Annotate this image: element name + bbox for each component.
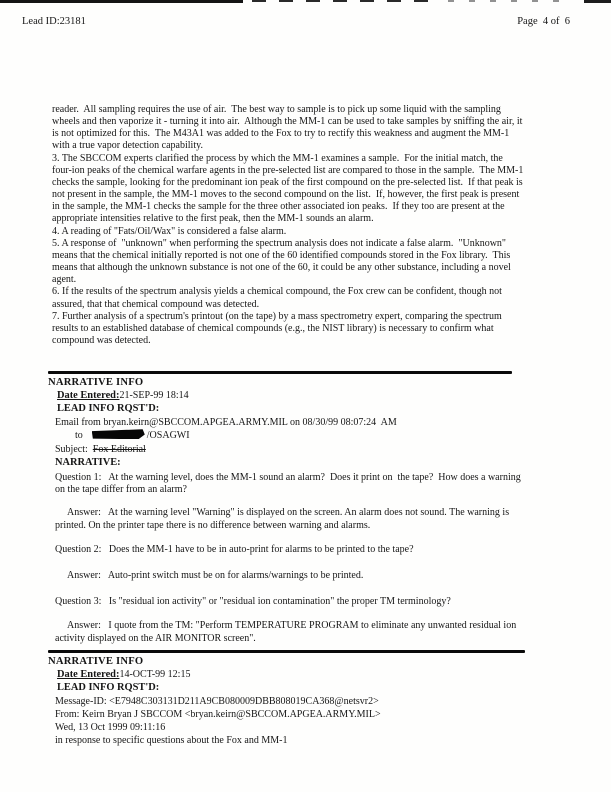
narrative-info-section-1 (48, 371, 548, 645)
scan-artifact (252, 0, 437, 2)
from-line: From: Keirn Bryan J SBCCOM <bryan.keirn@SBCCOM.APGEA.ARMY.MIL> (55, 708, 381, 720)
to-prefix: to (75, 430, 83, 442)
narrative-info-heading: NARRATIVE INFO (48, 655, 144, 667)
lead-info-line (57, 402, 548, 416)
section-divider (48, 650, 525, 653)
scan-artifact (584, 0, 611, 3)
redaction-bar (92, 429, 145, 439)
body-text-block (52, 104, 524, 347)
body-paragraph: 7. Further analysis of a spectrum's printout (on the tape) by a mass spectrometry expert, comparing the spectrum results to an established database of chemical compounds (e.g., the NIST library) is necessary to confirm what compound was detected. (52, 310, 505, 346)
lead-info-label: LEAD INFO RQST'D: (57, 403, 160, 415)
scan-artifact (0, 0, 243, 3)
email-from-line: Email from bryan.keirn@SBCCOM.APGEA.ARMY.MIL on 08/30/99 08:07:24 AM (55, 416, 397, 428)
subject-label: Subject: (55, 443, 93, 455)
email-to-line (75, 429, 548, 443)
date-line: Wed, 13 Oct 1999 09:11:16 (55, 721, 166, 733)
response-note-line: in response to specific questions about the Fox and MM-1 (55, 734, 288, 746)
body-paragraph: 3. The SBCCOM experts clarified the process by which the MM-1 examines a sample. For the initial match, the four-ion peaks of the chemical warfare agents in the pre-selected list are compared to those in the sample. The MM-1 checks the sample, looking for the predominant ion peak of the first compound on the pre-selected list. If that peak is not present in the sample, the MM-1 moves to the second compound on the list. If, however, the first peak is present in the sample, the MM-1 checks the sample for the three other associated ion peaks. If they too are present at the appropriate intensities relative to the first peak, then the MM-1 sounds an alarm. (52, 152, 526, 225)
answer-1-text: Answer: At the warning level "Warning" is displayed on the screen. An alarm does not sound. The warning is printed. On the printer tape there is no difference between warning and alarms. (55, 507, 512, 531)
page-header (22, 16, 570, 27)
date-entered-line (57, 668, 558, 682)
date-entered-value: 21-SEP-99 18:14 (119, 389, 189, 401)
body-paragraph: 6. If the results of the spectrum analysis yields a chemical compound, the Fox crew can be confident, though not assured, that that chemical compound was detected. (52, 286, 505, 310)
narrative-label: NARRATIVE: (55, 457, 121, 469)
section-divider (48, 371, 512, 374)
body-paragraph: reader. All sampling requires the use of air. The best way to sample is to pick up some liquid with the sampling wheels and then vaporize it - turning it into air. Although the MM-1 can be used to take samples by sniffing the air, it is not optimized for this. The M43A1 was added to the Fox to try to rectify this weakness and augment the MM-1 with a true vapor detection capability. (52, 104, 525, 152)
page-number-label: Page 4 of 6 (517, 16, 570, 27)
lead-id-label: Lead ID:23181 (22, 16, 86, 27)
subject-value: Fox Editorial (92, 443, 146, 455)
date-entered-label: Date Entered: (57, 389, 120, 401)
narrative-info-section-2 (48, 650, 558, 747)
date-entered-label: Date Entered: (57, 668, 120, 680)
body-paragraph: 4. A reading of "Fats/Oil/Wax" is considered a false alarm. (52, 225, 287, 237)
to-suffix: /OSAGWI (146, 430, 190, 442)
date-entered-value: 14-OCT-99 12:15 (119, 668, 191, 680)
message-id-line: Message-ID: <E7948C303131D211A9CB080009DBB808019CA368@netsvr2> (55, 695, 379, 707)
question-1-text: Question 1: At the warning level, does the MM-1 sound an alarm? Does it print on the tape? How does a warning on the tape differ from an alarm? (55, 472, 524, 496)
subject-line (55, 443, 548, 457)
lead-info-label: LEAD INFO RQST'D: (57, 682, 160, 694)
scan-artifact (448, 0, 568, 2)
narrative-info-heading: NARRATIVE INFO (48, 376, 144, 388)
question-2-text: Question 2: Does the MM-1 have to be in auto-print for alarms to be printed to the tape? (55, 543, 414, 555)
question-3-text: Question 3: Is "residual ion activity" or "residual ion contamination" the proper TM terminology? (55, 596, 451, 608)
answer-2-text: Answer: Auto-print switch must be on for alarms/warnings to be printed. (67, 570, 364, 582)
lead-info-line (57, 681, 558, 695)
answer-3-text: Answer: I quote from the TM: "Perform TEMPERATURE PROGRAM to eliminate any unwanted residual ion activity displayed on the AIR MONITOR screen". (55, 620, 519, 644)
body-paragraph: 5. A response of "unknown" when performing the spectrum analysis does not indicate a false alarm. "Unknown" means that the chemical initially reported is not one of the 60 identified compounds stored in the Fox library. This means that although the unknown substance is not one of the 60, it could be any other substance, including a novel agent. (52, 237, 514, 286)
date-entered-line (57, 389, 548, 403)
